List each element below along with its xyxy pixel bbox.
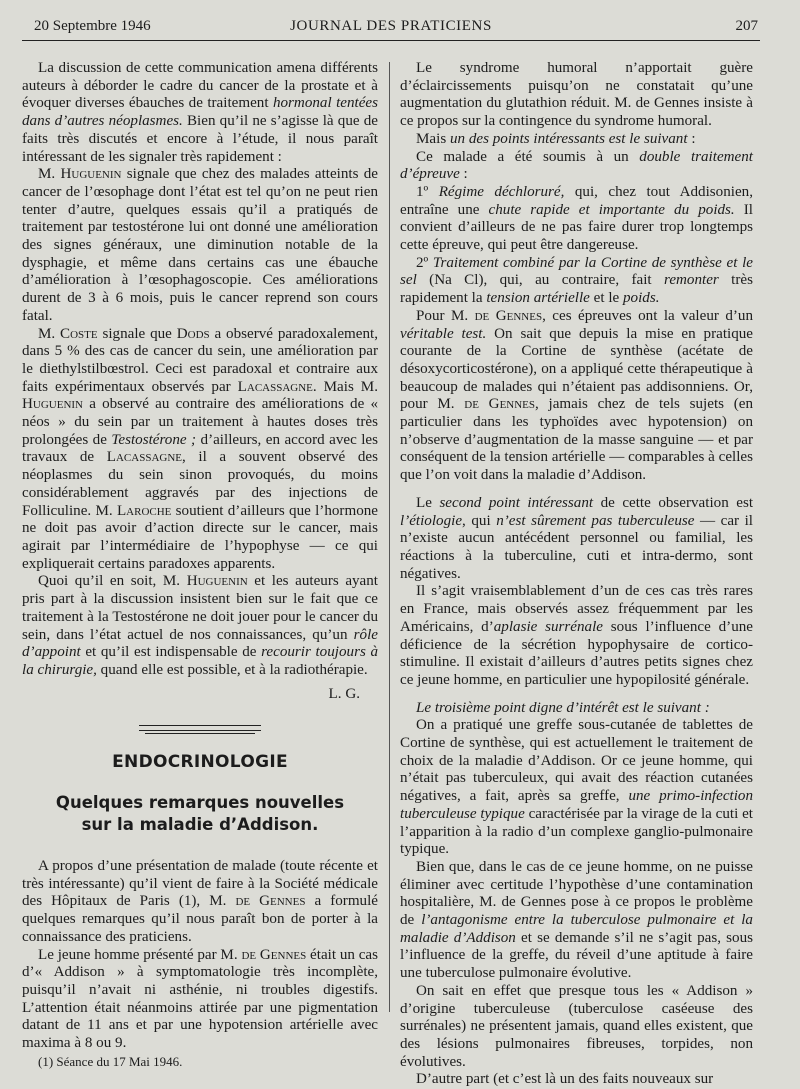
- author-name: de Gennes: [241, 946, 307, 963]
- paragraph: D’autre part (et c’est là un des faits nouveaux sur: [416, 1071, 714, 1088]
- author-name: Lacassagne: [237, 378, 313, 395]
- paragraph: Il s’agit vraisemblablement d’un de ces cas très rares en France, mais observés assez fréquemment par les Américains, d’aplasie surrénale sous l’influence d’une déficience de la sécrétion hypophysaire de cortico-stimuline. Il existait d’ailleurs d’autres petits signes chez ce jeune homme, en particulier une hypopilosité générale.: [400, 583, 753, 688]
- paragraph: Le second point intéressant de cette observation est l’étiologie, qui n’est sûrement pas tuberculeuse — car il n’existe aucun antécédent personnel ou familial, les réactions à la tuberculine, cuti et intra-dermo, sont négatives.: [400, 494, 754, 582]
- paragraph: Mais un des points intéressants est le suivant :: [416, 130, 696, 147]
- separator-rule-thin: [145, 733, 255, 734]
- paragraph: M. Huguenin signale que chez des malades atteints de cancer de l’œsophage dont l’état est tel qu’on ne peut rien tenter d’autre, quelques essais qu’il a pratiqués de traitement par testostérone lui ont donné une amélioration des signes généraux, une diminution notable de la dysphagie, et même dans certains cas une ébauche d’amélioration à l’œsophagoscopie. Ces améliorations durent de 3 à 6 mois, puis le cancer reprend son cours fatal.: [22, 166, 378, 324]
- paragraph: Le jeune homme présenté par M. de Gennes était un cas d’« Addison » à symptomatologie très incomplète, puisqu’il n’avait ni asthénie, ni troubles digestifs. L’attention était néanmoins attirée par une pigmentation datant de 11 ans et par une hypotension artérielle avec maxima à 8 ou 9.: [22, 946, 378, 1052]
- journal-title: JOURNAL DES PRATICIENS: [290, 18, 492, 34]
- paragraph: M. Coste signale que Dods a observé paradoxalement, dans 5 % des cas de cancer du sein, une amélioration par le diethylstilbœstrol. Ceci est paradoxal et contraire aux faits expérimentaux observés par Lacassagne. Mais M. Huguenin a observé au contraire des améliorations de « néos » du sein par un traitement à hautes doses très prolongées de Testostérone ; d’ailleurs, en accord avec les travaux de Lacassagne, il a souvent observé des néoplasmes du sein sinon provoqués, du moins considérablement aggravés par des injections de Folliculine. M. Laroche soutient d’ailleurs que l’hormone ne doit pas avoir d’action directe sur le cancer, mais agirait par l’intermédiaire de l’hypophyse — ce qui expliquerait certains paradoxes apparents.: [22, 325, 378, 572]
- author-name: Coste: [60, 325, 98, 342]
- separator-rule: [139, 725, 261, 731]
- paragraph: Ce malade a été soumis à un double traitement d’épreuve :: [400, 148, 753, 183]
- paragraph: 2º Traitement combiné par la Cortine de synthèse et le sel (Na Cl), qui, au contraire, fait remonter très rapidement la tension artérielle et le poids.: [400, 254, 753, 307]
- paragraph: Bien que, dans le cas de ce jeune homme, on ne puisse éliminer avec certitude l’hypothèse d’une contamination hospitalière, M. de Gennes pose à ce propos le problème de l’antagonisme entre la tuberculose pulmonaire et la maladie d’Addison et se demande s’il ne s’agit pas, sous l’influence de la greffe, du réveil d’une aptitude à faire une tuberculose pulmonaire évolutive.: [400, 858, 754, 982]
- author-name: Huguenin: [22, 396, 84, 413]
- paragraph: On a pratiqué une greffe sous-cutanée de tablettes de Cortine de synthèse, qui est actuellement le traitement de choix de la maladie d’Addison. Or ce jeune homme, qui n’était pas tuberculeux, qui avait des réaction cutanées négatives, a fait, après sa greffe, une primo-infection tuberculeuse typique caractérisée par la virage de la cuti et l’apparition à la radio d’un complexe ganglio-pulmonaire typique.: [400, 717, 754, 858]
- paragraph: Quoi qu’il en soit, M. Huguenin et les auteurs ayant pris part à la discussion insistent bien sur le fait que ce traitement à la Testostérone ne doit jouer pour le cancer du sein, dans l’état actuel de nos connaissances, qu’un rôle d’appoint et qu’il est indispensable de recourir toujours à la chirurgie, quand elle est possible, et à la radiothérapie.: [22, 573, 378, 678]
- author-name: Huguenin: [186, 573, 248, 590]
- left-column: [22, 60, 378, 1070]
- header-date: 20 Septembre 1946: [34, 18, 151, 34]
- article-title: [22, 792, 378, 836]
- author-name: Dods: [176, 325, 210, 342]
- paragraph: Le syndrome humoral n’apportait guère d’éclaircissements puisqu’on ne constatait qu’une augmentation du glutathion réduit. M. de Gennes insiste à ce propos sur la contingence du syndrome humoral.: [400, 60, 753, 130]
- author-name: de Gennes: [235, 893, 306, 910]
- paragraph: A propos d’une présentation de malade (toute récente et très intéressante) qu’il vient de faire à la Société médicale des Hôpitaux de Paris (1), M. de Gennes a formulé quelques remarques qu’il nous paraît bon de porter à la connaissance des praticiens.: [22, 858, 378, 945]
- section-heading: ENDOCRINOLOGIE: [112, 752, 288, 773]
- author-name: de Gennes: [464, 396, 536, 413]
- article-title-line: Quelques remarques nouvelles: [55, 793, 345, 813]
- article-title-line: sur la maladie d’Addison.: [81, 815, 319, 835]
- footnote: (1) Séance du 17 Mai 1946.: [38, 1053, 183, 1069]
- author-name: Huguenin: [60, 166, 122, 183]
- paragraph: Le troisième point digne d’intérêt est le suivant :: [416, 699, 710, 716]
- paragraph: On sait en effet que presque tous les « Addison » d’origine tuberculeuse (tuberculose caséeuse des surrénales) ne présentent jamais, quand elles existent, que des lésions pulmonaires fibreuses, torpides, non évolutives.: [400, 982, 753, 1070]
- right-column: [400, 60, 753, 1089]
- column-divider: [389, 62, 390, 1012]
- author-name: Laroche: [116, 502, 172, 519]
- page-header: [22, 12, 760, 41]
- paragraph: La discussion de cette communication amena différents auteurs à déborder le cadre du cancer de la prostate et à évoquer diverses ébauches de traitement hormonal tentées dans d’autres néoplasmes. Bien qu’il ne s’agisse là que de faits très discutés et encore à l’étude, il nous paraît intéressant de les signaler très rapidement :: [22, 60, 378, 165]
- author-name: Lacassagne: [106, 449, 182, 466]
- author-name: de Gennes: [474, 307, 543, 324]
- paragraph: 1º Régime déchloruré, qui, chez tout Addisonien, entraîne une chute rapide et importante du poids. Il convient d’ailleurs de ne pas faire durer trop longtemps cette épreuve, qui peut être dangereuse.: [400, 183, 753, 254]
- paragraph: Pour M. de Gennes, ces épreuves ont la valeur d’un véritable test. On sait que depuis la mise en pratique courante de la Cortine de synthèse (acétate de désoxycorticostérone), on a appliqué cette thérapeutique à beaucoup de malades qui n’étaient pas addisonniens. Or, pour M. de Gennes, jamais chez de tels sujets (en particulier dans les typhoïdes avec hypotension) on n’observe d’augmentation de la masse sanguine — et par conséquent de la tension artérielle — comparables à celles que l’on voit dans la maladie d’Addison.: [400, 307, 754, 484]
- signature: L. G.: [328, 685, 360, 702]
- page-number: 207: [735, 18, 758, 34]
